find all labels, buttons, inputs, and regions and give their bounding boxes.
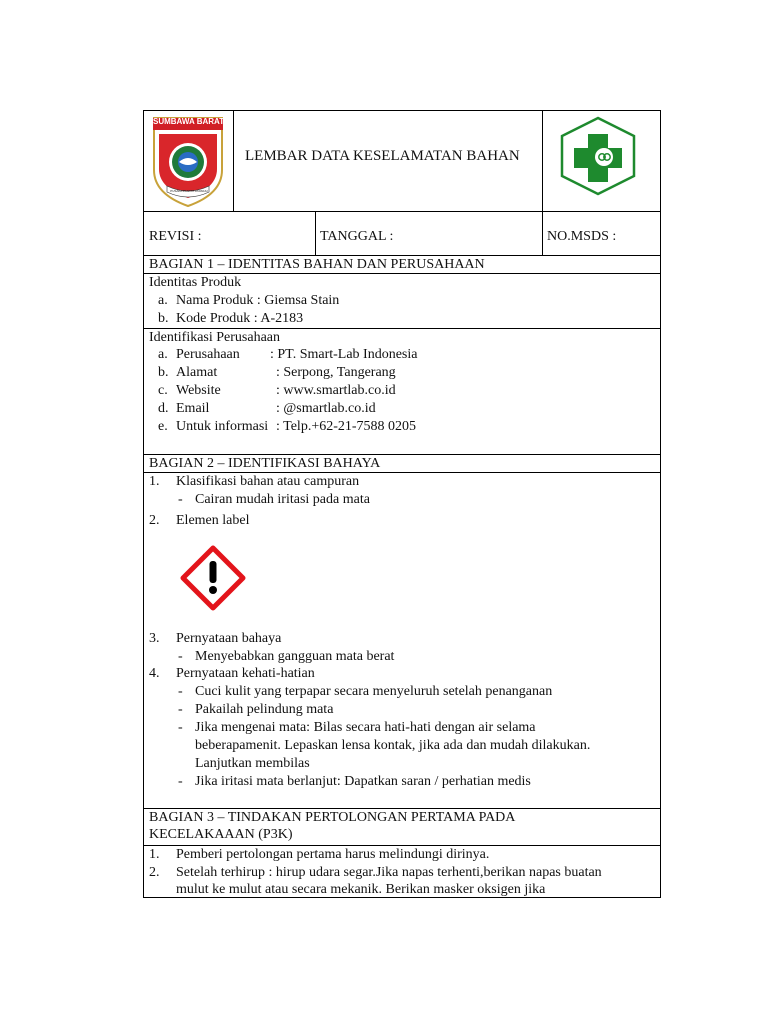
section2-heading: BAGIAN 2 – IDENTIFIKASI BAHAYA bbox=[149, 456, 381, 471]
bullet-text: Menyebabkan gangguan mata berat bbox=[195, 649, 395, 664]
bullet-text: Jika iritasi mata berlanjut: Dapatkan saran / perhatian medis bbox=[195, 774, 531, 789]
ghs-exclamation-mark-icon bbox=[180, 545, 246, 611]
dash-bullet: - bbox=[178, 492, 183, 507]
logo-motto: PUSAKA PANTAT ATAWAIU bbox=[170, 189, 208, 193]
dash-bullet: - bbox=[178, 774, 183, 789]
address-label: Alamat bbox=[176, 365, 218, 380]
tanggal-label: TANGGAL : bbox=[320, 229, 394, 244]
inhalation-text: Setelah terhirup : hirup udara segar.Jika napas terhenti,berikan napas buatan bbox=[176, 865, 602, 880]
list-marker: b. bbox=[158, 311, 169, 326]
regency-logo bbox=[149, 114, 227, 208]
website-label: Website bbox=[176, 383, 221, 398]
email-value: : @smartlab.co.id bbox=[276, 401, 376, 416]
product-identity-heading: Identitas Produk bbox=[149, 275, 242, 290]
list-marker: 1. bbox=[149, 474, 160, 489]
address-value: : Serpong, Tangerang bbox=[276, 365, 396, 380]
bullet-continuation: beberapamenit. Lepaskan lensa kontak, jika ada dan mudah dilakukan. bbox=[195, 738, 591, 753]
divider bbox=[542, 110, 543, 255]
list-marker: a. bbox=[158, 347, 168, 362]
list-marker: c. bbox=[158, 383, 168, 398]
bullet-text: Cairan mudah iritasi pada mata bbox=[195, 492, 370, 507]
section3-heading: BAGIAN 3 – TINDAKAN PERTOLONGAN PERTAMA PADA bbox=[149, 810, 516, 825]
dash-bullet: - bbox=[178, 684, 183, 699]
document-title: LEMBAR DATA KESELAMATAN BAHAN bbox=[245, 148, 520, 164]
company-value: : PT. Smart-Lab Indonesia bbox=[270, 347, 418, 362]
precaution-text: Pernyataan kehati-hatian bbox=[176, 666, 315, 681]
info-value: : Telp.+62-21-7588 0205 bbox=[276, 419, 417, 434]
list-marker: b. bbox=[158, 365, 169, 380]
list-marker: e. bbox=[158, 419, 168, 434]
list-marker: a. bbox=[158, 293, 168, 308]
health-cross-logo bbox=[558, 116, 638, 196]
product-code: Kode Produk : A-2183 bbox=[176, 311, 304, 326]
classification-text: Klasifikasi bahan atau campuran bbox=[176, 474, 360, 489]
list-marker: d. bbox=[158, 401, 169, 416]
bullet-continuation: Lanjutkan membilas bbox=[195, 756, 310, 771]
email-label: Email bbox=[176, 401, 210, 416]
list-marker: 2. bbox=[149, 865, 160, 880]
label-elements-text: Elemen label bbox=[176, 513, 250, 528]
dash-bullet: - bbox=[178, 702, 183, 717]
logo-banner-text: SUMBAWA BARAT bbox=[153, 117, 225, 126]
no-msds-label: NO.MSDS : bbox=[547, 229, 617, 244]
inhalation-continuation: mulut ke mulut atau secara mekanik. Berikan masker oksigen jika bbox=[176, 882, 546, 897]
bullet-text: Jika mengenai mata: Bilas secara hati-hati dengan air selama bbox=[195, 720, 536, 735]
divider bbox=[233, 110, 234, 211]
list-marker: 4. bbox=[149, 666, 160, 681]
divider bbox=[143, 211, 661, 212]
bullet-text: Pakailah pelindung mata bbox=[195, 702, 334, 717]
section3-heading-cont: KECELAKAAAN (P3K) bbox=[149, 827, 293, 842]
revisi-label: REVISI : bbox=[149, 229, 202, 244]
product-name: Nama Produk : Giemsa Stain bbox=[176, 293, 340, 308]
list-marker: 3. bbox=[149, 631, 160, 646]
section1-heading: BAGIAN 1 – IDENTITAS BAHAN DAN PERUSAHAAN bbox=[149, 257, 485, 272]
list-marker: 2. bbox=[149, 513, 160, 528]
first-aid-text: Pemberi pertolongan pertama harus melindungi dirinya. bbox=[176, 847, 490, 862]
list-marker: 1. bbox=[149, 847, 160, 862]
website-value: : www.smartlab.co.id bbox=[276, 383, 396, 398]
divider bbox=[315, 211, 316, 255]
dash-bullet: - bbox=[178, 720, 183, 735]
info-label: Untuk informasi bbox=[176, 419, 269, 434]
company-identity-heading: Identifikasi Perusahaan bbox=[149, 330, 281, 345]
dash-bullet: - bbox=[178, 649, 183, 664]
hazard-statement-text: Pernyataan bahaya bbox=[176, 631, 282, 646]
bullet-text: Cuci kulit yang terpapar secara menyeluruh setelah penanganan bbox=[195, 684, 553, 699]
company-label: Perusahaan bbox=[176, 347, 240, 362]
